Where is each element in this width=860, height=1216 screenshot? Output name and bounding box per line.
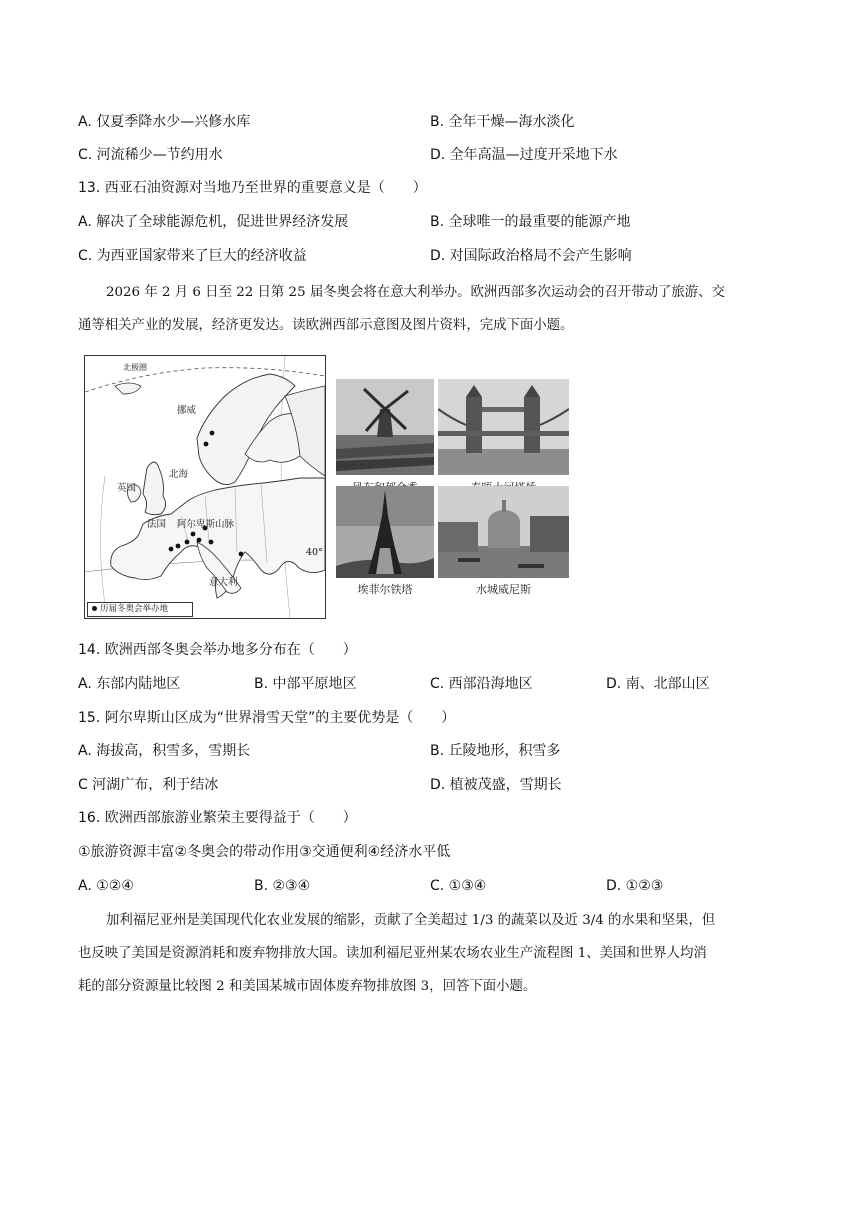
q15-option-c: C 河湖广布，利于结冰: [78, 777, 219, 793]
q12-option-b: B. 全年干燥—海水淡化: [430, 114, 575, 130]
label-norway: 挪威: [177, 405, 197, 416]
q15-stem: 15. 阿尔卑斯山区成为“世界滑雪天堂”的主要优势是（ ）: [78, 710, 456, 726]
q16-option-d: D. ①②③: [606, 878, 664, 894]
western-europe-map: [84, 355, 326, 619]
photo-eiffel-tower: [336, 486, 434, 578]
host-dot: [169, 547, 174, 552]
legend-text: 历届冬奥会举办地: [100, 604, 169, 614]
label-alps: 阿尔卑斯山脉: [177, 519, 235, 530]
photo-tower-bridge: [438, 379, 569, 475]
q14-stem: 14. 欧洲西部冬奥会举办地多分布在（ ）: [78, 642, 357, 658]
passage1-line1: 2026 年 2 月 6 日至 22 日第 25 届冬奥会将在意大利举办。欧洲西部多次运动会的召开带动了旅游、交: [106, 285, 725, 300]
label-north-sea: 北海: [169, 469, 189, 480]
host-dot: [210, 431, 215, 436]
q13-stem: 13. 西亚石油资源对当地乃至世界的重要意义是（ ）: [78, 180, 427, 196]
q14-option-b: B. 中部平原地区: [254, 676, 357, 692]
photo-venice: [438, 486, 569, 578]
caption-eiffel-tower: 埃菲尔铁塔: [357, 583, 413, 596]
label-arctic-circle: 北极圈: [123, 363, 147, 372]
q16-option-a: A. ①②④: [78, 878, 134, 894]
host-dot: [176, 544, 181, 549]
host-dot: [185, 540, 190, 545]
q15-option-b: B. 丘陵地形，积雪多: [430, 743, 561, 759]
q13-option-d: D. 对国际政治格局不会产生影响: [430, 248, 632, 264]
q14-option-a: A. 东部内陆地区: [78, 676, 181, 692]
legend-dot-icon: [92, 606, 97, 611]
passage-california: [78, 904, 784, 1003]
map-legend: [87, 602, 193, 617]
q16-option-b: B. ②③④: [254, 878, 311, 894]
q16-stem: 16. 欧洲西部旅游业繁荣主要得益于（ ）: [78, 810, 357, 826]
q15-option-a: A. 海拔高，积雪多，雪期长: [78, 743, 251, 759]
q14-option-d: D. 南、北部山区: [606, 676, 710, 692]
label-uk: 英国: [117, 483, 137, 494]
host-dot: [204, 442, 209, 447]
q13-option-a: A. 解决了全球能源危机，促进世界经济发展: [78, 214, 349, 230]
caption-venice: 水城威尼斯: [476, 583, 531, 596]
q12-option-d: D. 全年高温—过度开采地下水: [430, 147, 618, 163]
passage2-line1: 加利福尼亚州是美国现代化农业发展的缩影，贡献了全美超过 1/3 的蔬菜以及近 3/4 的水果和坚果，但: [106, 913, 716, 928]
photo-windmill: [336, 379, 434, 475]
label-france: 法国: [147, 519, 167, 530]
q13-option-c: C. 为西亚国家带来了巨大的经济收益: [78, 248, 307, 264]
q16-option-c: C. ①③④: [430, 878, 487, 894]
host-dot: [209, 540, 214, 545]
q12-option-c: C. 河流稀少—节约用水: [78, 147, 223, 163]
passage-winter-olympics: [78, 276, 784, 342]
host-dot: [239, 552, 244, 557]
passage1-line2: 通等相关产业的发展，经济更发达。读欧洲西部示意图及图片资料，完成下面小题。: [78, 318, 574, 333]
q16-statements: ①旅游资源丰富②冬奥会的带动作用③交通便利④经济水平低: [78, 844, 451, 860]
q12-option-a: A. 仅夏季降水少—兴修水库: [78, 114, 251, 130]
q13-option-b: B. 全球唯一的最重要的能源产地: [430, 214, 631, 230]
host-dot: [191, 532, 196, 537]
label-40-degree: 40°: [306, 547, 323, 558]
q15-option-d: D. 植被茂盛，雪期长: [430, 777, 562, 793]
q14-option-c: C. 西部沿海地区: [430, 676, 533, 692]
label-italy: 意大利: [209, 577, 238, 588]
host-dot: [197, 538, 202, 543]
passage2-line3: 耗的部分资源量比较图 2 和美国某城市固体废弃物排放图 3，回答下面小题。: [78, 979, 537, 994]
passage2-line2: 也反映了美国是资源消耗和废弃物排放大国。读加利福尼亚州某农场农业生产流程图 1、美国和世界人均消: [78, 946, 707, 961]
